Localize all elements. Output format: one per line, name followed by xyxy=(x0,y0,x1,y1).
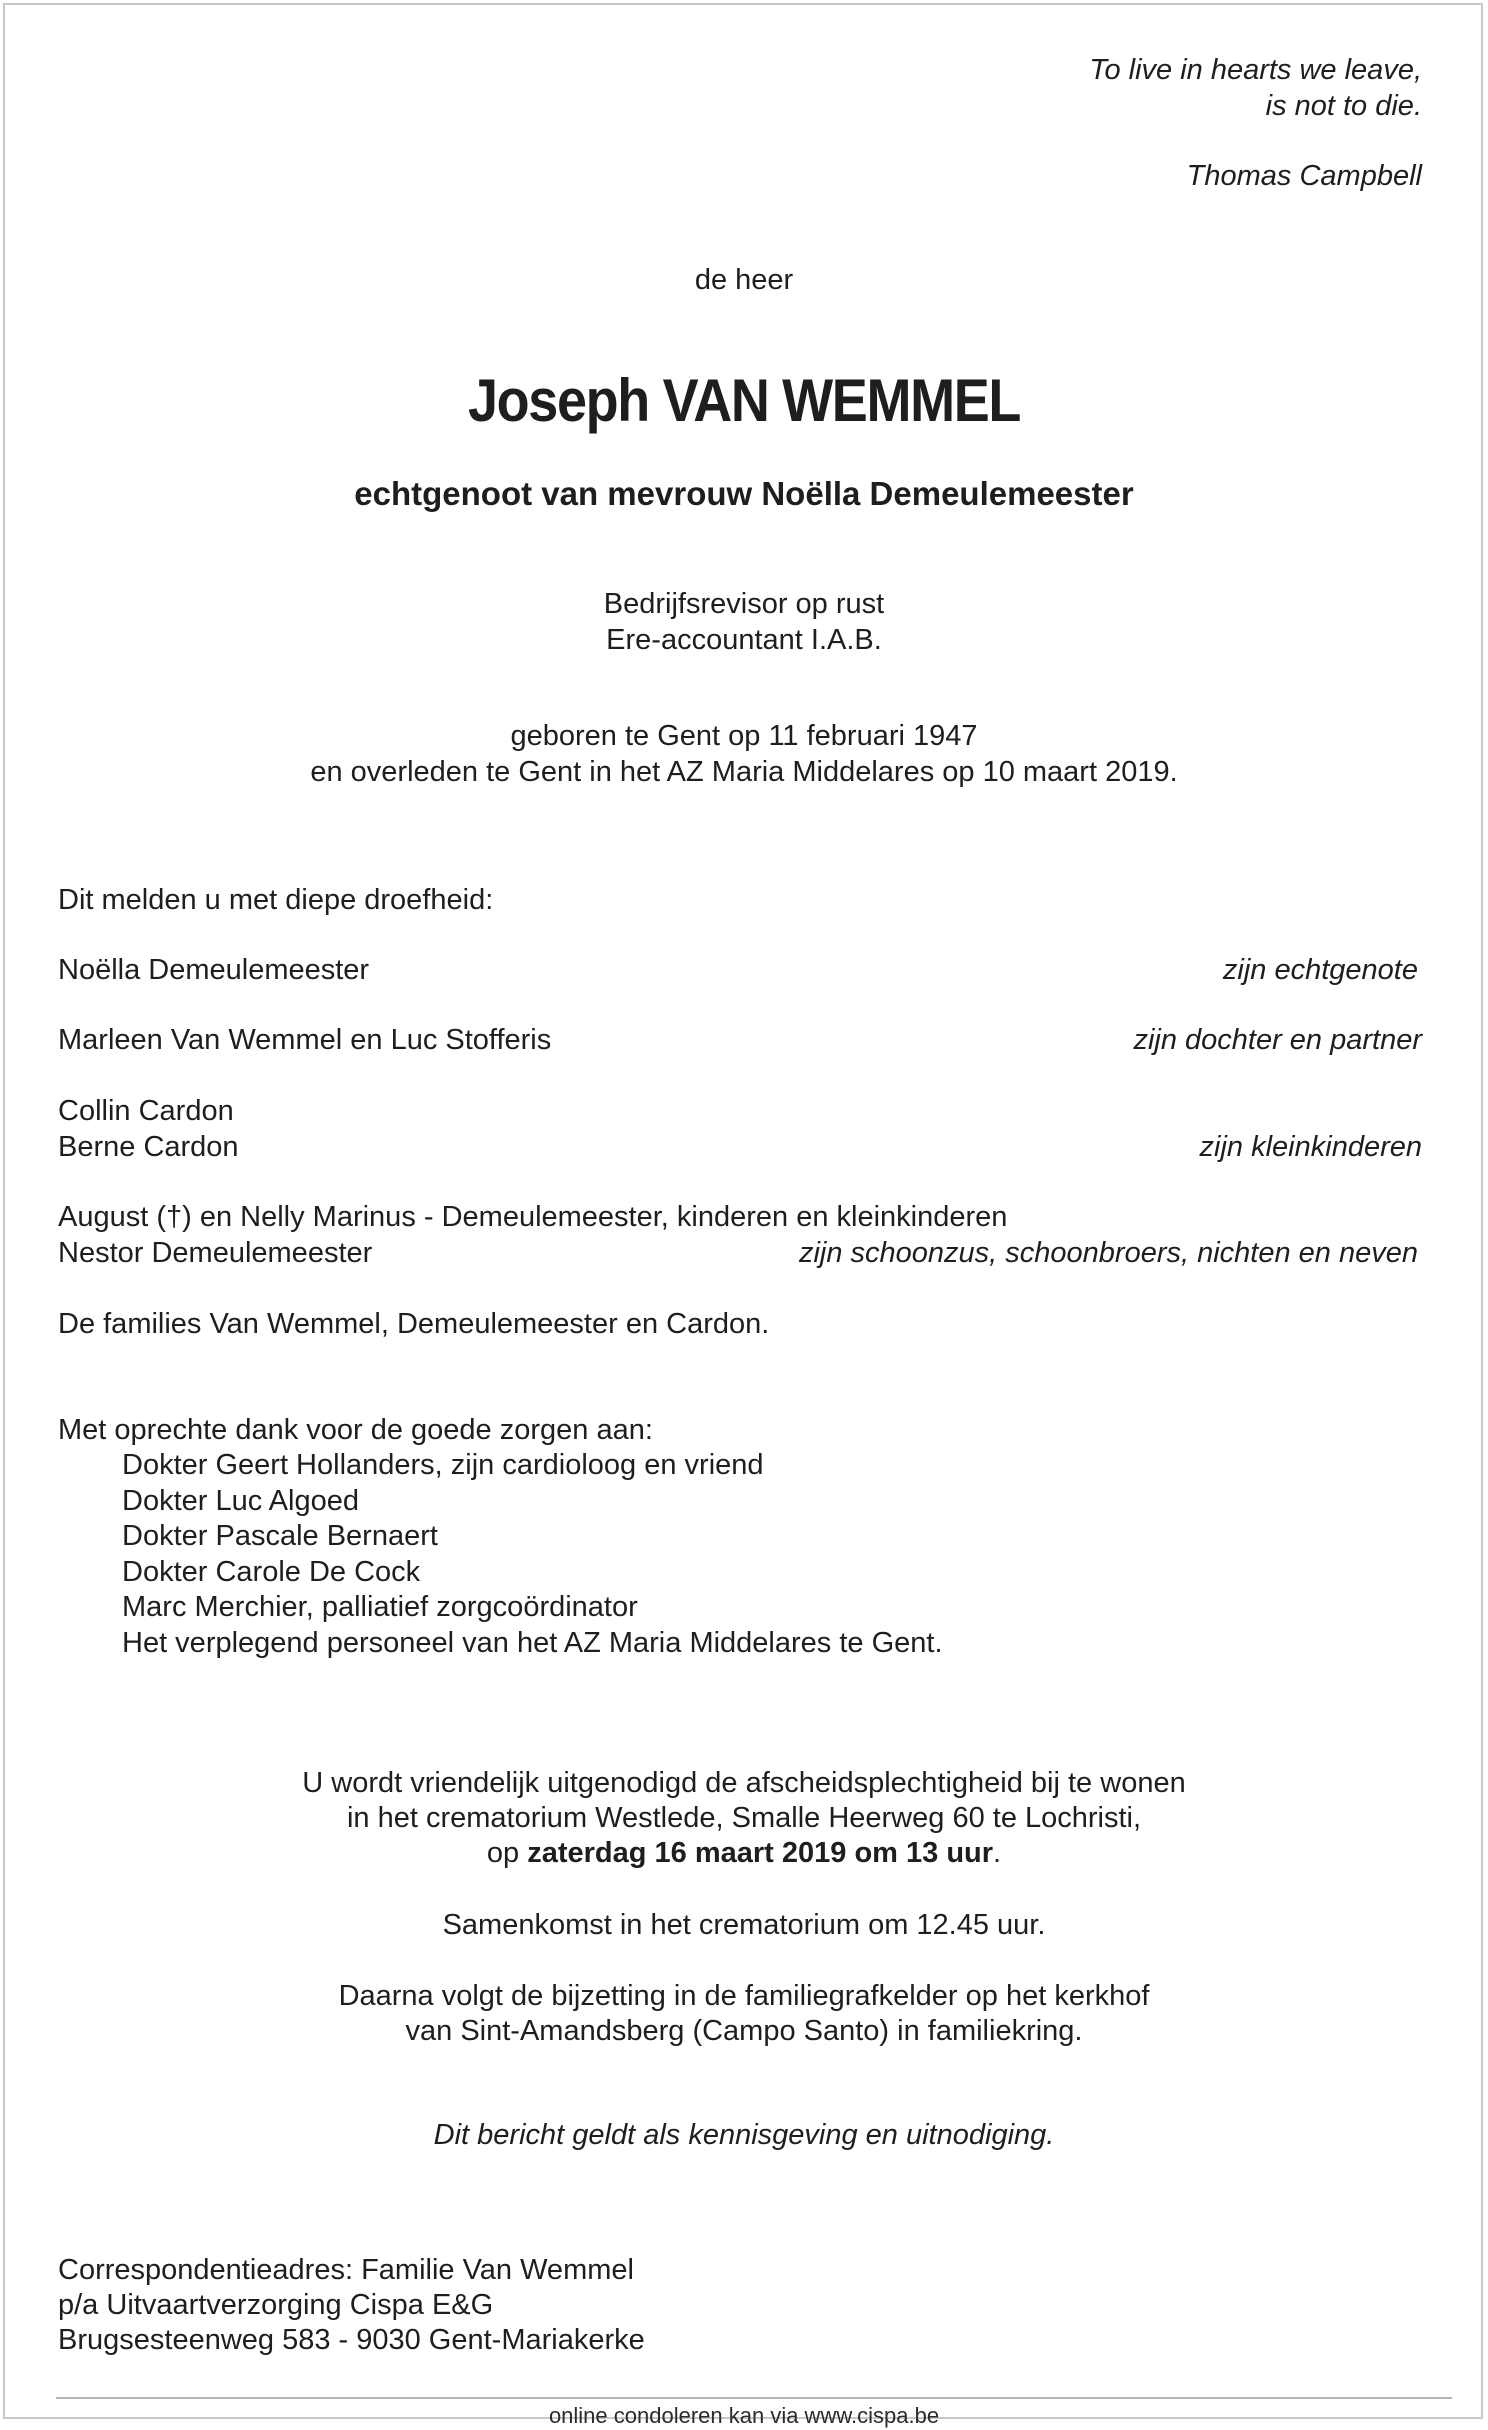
family-relation: zijn schoonzus, schoonbroers, nichten en neven xyxy=(798,1237,1418,1269)
spouse-line: echtgenoot van mevrouw Noëlla Demeulemeester xyxy=(354,475,1134,512)
burial-line-1: Daarna volgt de bijzetting in de familiegrafkelder op het kerkhof xyxy=(338,1980,1150,2012)
family-relation: zijn kleinkinderen xyxy=(1199,1131,1422,1163)
family-relation: zijn dochter en partner xyxy=(1133,1024,1422,1056)
burial-line-2: van Sint-Amandsberg (Campo Santo) in familiekring. xyxy=(405,2015,1083,2047)
thanks-item: Dokter Carole De Cock xyxy=(122,1556,421,1588)
death-line: en overleden te Gent in het AZ Maria Middelares op 10 maart 2019. xyxy=(310,756,1178,788)
family-name: Berne Cardon xyxy=(58,1131,239,1163)
thanks-item: Dokter Geert Hollanders, zijn cardioloog en vriend xyxy=(122,1449,764,1481)
quote-author: Thomas Campbell xyxy=(1186,160,1422,192)
thanks-item: Marc Merchier, palliatief zorgcoördinator xyxy=(122,1591,638,1623)
birth-line: geboren te Gent op 11 februari 1947 xyxy=(510,720,978,752)
family-name: Nestor Demeulemeester xyxy=(58,1237,373,1269)
honorific: de heer xyxy=(694,264,794,296)
family-name: August (†) en Nelly Marinus - Demeulemeester, kinderen en kleinkinderen xyxy=(58,1201,1008,1233)
ceremony-date: zaterdag 16 maart 2019 om 13 uur xyxy=(527,1837,994,1869)
ceremony-line-1: U wordt vriendelijk uitgenodigd de afscheidsplechtigheid bij te wonen xyxy=(302,1767,1186,1799)
thanks-item: Het verplegend personeel van het AZ Maria Middelares te Gent. xyxy=(122,1627,943,1659)
families-line: De families Van Wemmel, Demeulemeester en Cardon. xyxy=(58,1308,770,1340)
correspondence-line-2: p/a Uitvaartverzorging Cispa E&G xyxy=(58,2289,494,2321)
gathering-line: Samenkomst in het crematorium om 12.45 uur. xyxy=(442,1909,1046,1941)
ceremony-line-3: op zaterdag 16 maart 2019 om 13 uur. xyxy=(486,1837,1002,1869)
profession-2: Ere-accountant I.A.B. xyxy=(606,624,882,656)
quote-line-2: is not to die. xyxy=(1265,90,1422,122)
footer-divider xyxy=(56,2397,1452,2399)
footer-condolence-link[interactable]: online condoleren kan via www.cispa.be xyxy=(548,2403,940,2428)
announcement-intro: Dit melden u met diepe droefheid: xyxy=(58,884,494,916)
quote-line-1: To live in hearts we leave, xyxy=(1089,54,1422,86)
thanks-item: Dokter Luc Algoed xyxy=(122,1485,359,1517)
deceased-name: Joseph VAN WEMMEL xyxy=(467,367,1021,434)
profession-1: Bedrijfsrevisor op rust xyxy=(603,588,885,620)
correspondence-line-3: Brugsesteenweg 583 - 9030 Gent-Mariakerke xyxy=(58,2324,645,2356)
notice-line: Dit bericht geldt als kennisgeving en uitnodiging. xyxy=(433,2119,1055,2151)
thanks-intro: Met oprechte dank voor de goede zorgen aan: xyxy=(58,1414,653,1446)
family-name: Collin Cardon xyxy=(58,1095,234,1127)
family-relation: zijn echtgenote xyxy=(1222,954,1418,986)
thanks-item: Dokter Pascale Bernaert xyxy=(122,1520,438,1552)
family-name: Marleen Van Wemmel en Luc Stofferis xyxy=(58,1024,552,1056)
ceremony-line-2: in het crematorium Westlede, Smalle Heerweg 60 te Lochristi, xyxy=(346,1802,1142,1834)
correspondence-line-1: Correspondentieadres: Familie Van Wemmel xyxy=(58,2254,634,2286)
family-name: Noëlla Demeulemeester xyxy=(58,954,370,986)
